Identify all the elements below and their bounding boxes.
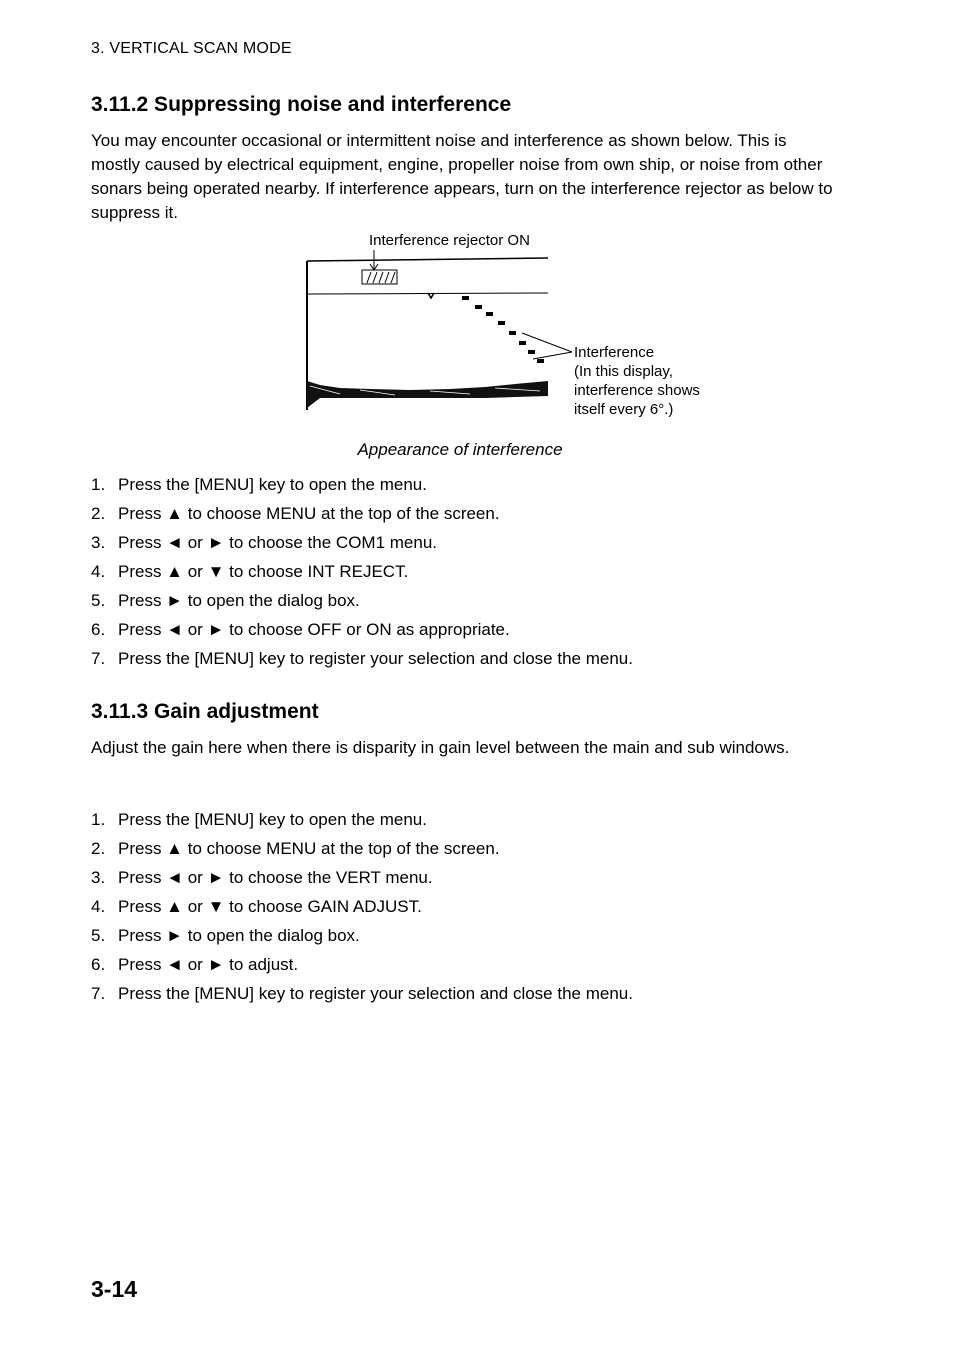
list-item: 2. Press ▲ to choose MENU at the top of the screen.: [91, 504, 500, 523]
section-intro-suppressing-noise: You may encounter occasional or intermittent noise and interference as shown below. This is mostly caused by electrical equipment, engine, propeller noise from own ship, or noise from other sonars being operated nearby. If interference appears, turn on the interference rejector as below to suppress it.: [91, 131, 833, 222]
label-interference-note-1: (In this display,: [574, 363, 673, 380]
label-interference-note-3: itself every 6°.): [574, 401, 674, 418]
list-item: 1. Press the [MENU] key to open the menu.: [91, 475, 427, 494]
section-title-gain-adjustment: 3.11.3 Gain adjustment: [91, 700, 319, 723]
page-number: 3-14: [91, 1276, 138, 1302]
list-item: 3. Press ◄ or ► to choose the COM1 menu.: [91, 533, 437, 552]
list-item: 3. Press ◄ or ► to choose the VERT menu.: [91, 868, 433, 887]
list-item: 2. Press ▲ to choose MENU at the top of the screen.: [91, 839, 500, 858]
section-title-suppressing-noise: 3.11.2 Suppressing noise and interference: [91, 93, 512, 116]
interference-marks: [462, 296, 544, 363]
list-item: 6. Press ◄ or ► to adjust.: [91, 955, 299, 974]
list-item: 1. Press the [MENU] key to open the menu.: [91, 810, 427, 829]
section-intro-gain-adjustment: Adjust the gain here when there is disparity in gain level between the main and sub windows.: [91, 738, 790, 757]
figure-caption: Appearance of interference: [357, 440, 563, 459]
interference-figure: [300, 228, 730, 428]
label-interference-note-2: interference shows: [574, 382, 700, 399]
list-item: 7. Press the [MENU] key to register your selection and close the menu.: [91, 649, 633, 668]
steps-gain-adjustment: [91, 805, 633, 1008]
steps-suppressing-noise: [91, 470, 633, 673]
label-interference-rejector-on: Interference rejector ON: [369, 232, 530, 249]
label-interference: Interference: [574, 344, 655, 361]
list-item: 6. Press ◄ or ► to choose OFF or ON as appropriate.: [91, 620, 510, 639]
list-item: 5. Press ► to open the dialog box.: [91, 926, 360, 945]
running-head: 3. VERTICAL SCAN MODE: [91, 40, 292, 57]
list-item: 7. Press the [MENU] key to register your selection and close the menu.: [91, 984, 633, 1003]
list-item: 4. Press ▲ or ▼ to choose INT REJECT.: [91, 562, 409, 581]
list-item: 4. Press ▲ or ▼ to choose GAIN ADJUST.: [91, 897, 422, 916]
list-item: 5. Press ► to open the dialog box.: [91, 591, 360, 610]
seabed-echo: [307, 381, 548, 408]
